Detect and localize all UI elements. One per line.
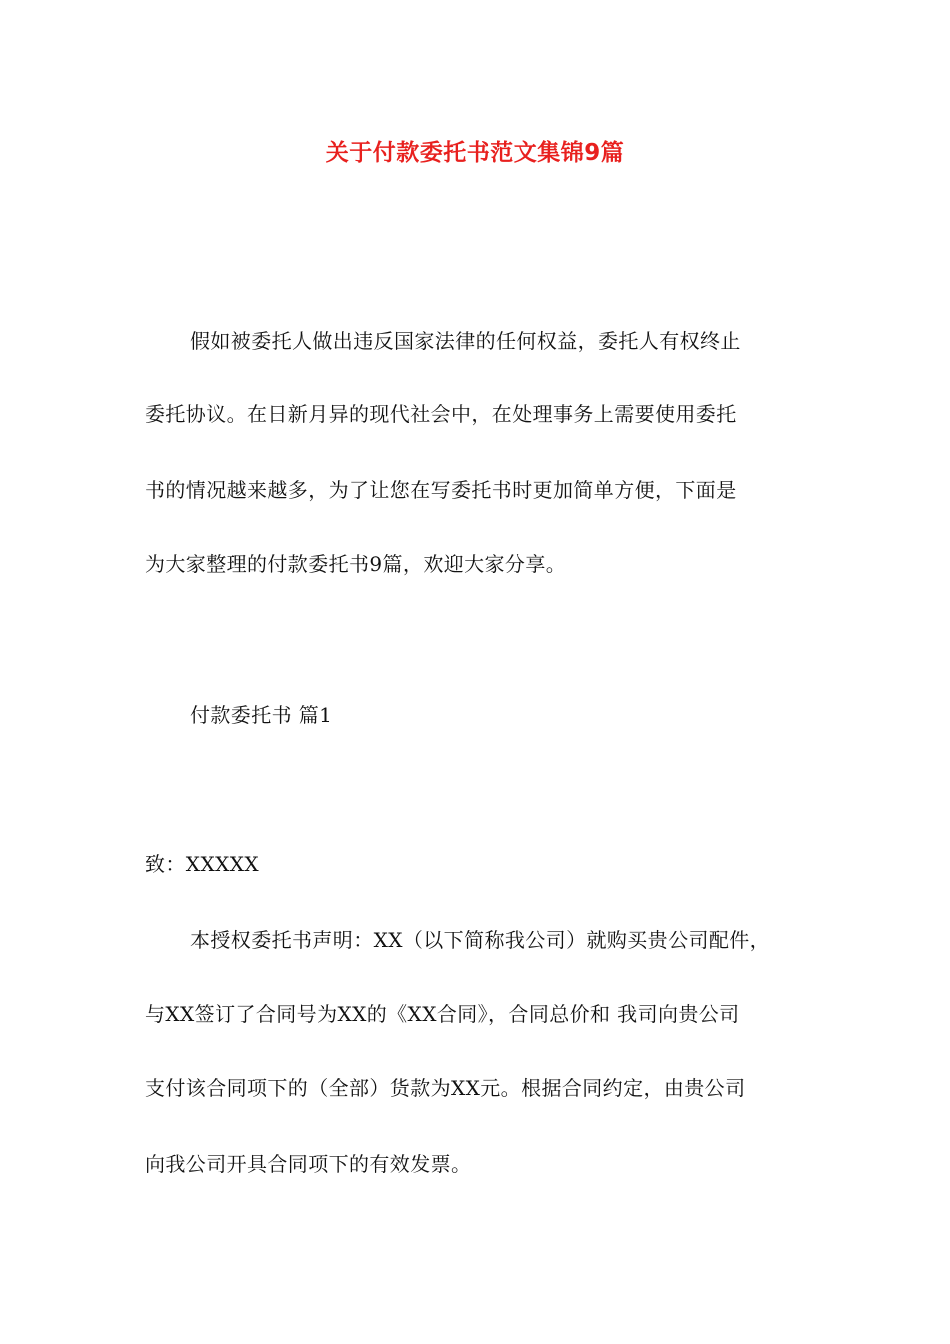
body-line-1: 本授权委托书声明：XX（以下简称我公司）就购买贵公司配件， bbox=[190, 928, 771, 952]
intro-line-3: 书的情况越来越多，为了让您在写委托书时更加简单方便，下面是 bbox=[145, 478, 737, 502]
document-title: 关于付款委托书范文集锦9篇 bbox=[325, 140, 625, 166]
body-line-2: 与XX签订了合同号为XX的《XX合同》，合同总价和 我司向贵公司 bbox=[145, 1002, 740, 1026]
intro-line-2: 委托协议。在日新月异的现代社会中，在处理事务上需要使用委托 bbox=[145, 402, 737, 426]
addressee: 致：XXXXX bbox=[145, 852, 259, 876]
intro-line-4: 为大家整理的付款委托书9篇，欢迎大家分享。 bbox=[145, 552, 567, 576]
intro-line-1: 假如被委托人做出违反国家法律的任何权益，委托人有权终止 bbox=[190, 329, 741, 353]
section-heading: 付款委托书 篇1 bbox=[190, 703, 333, 727]
body-line-4: 向我公司开具合同项下的有效发票。 bbox=[145, 1152, 472, 1176]
body-line-3: 支付该合同项下的（全部）货款为XX元。根据合同约定，由贵公司 bbox=[145, 1076, 746, 1100]
